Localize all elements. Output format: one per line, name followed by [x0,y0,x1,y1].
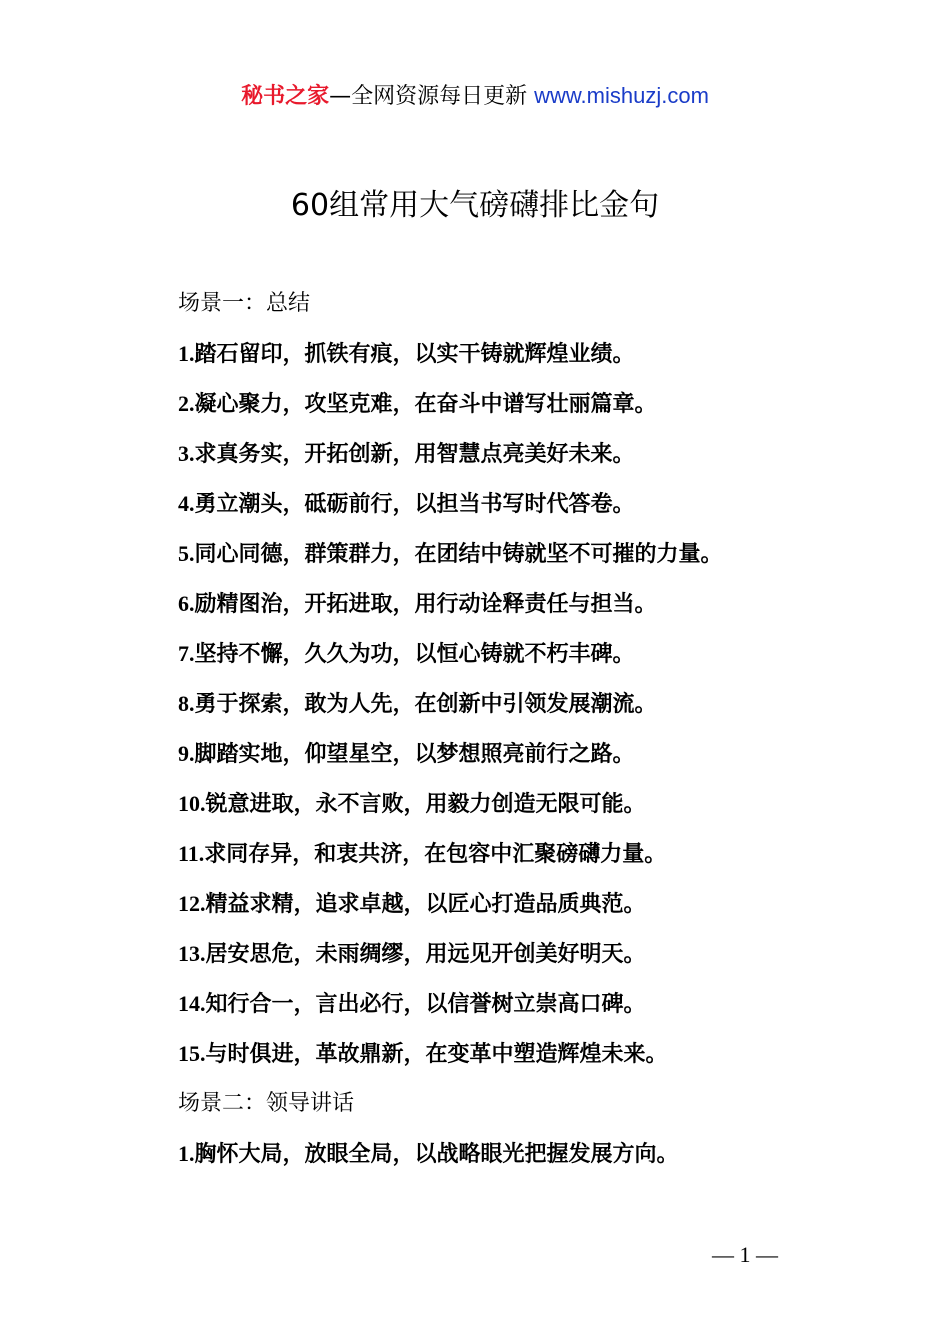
list-item [178,886,918,936]
list-item [178,936,918,986]
item-number: 7. [178,641,195,666]
section-heading: 场景二：领导讲话 [178,1091,355,1116]
item-number: 1. [178,341,195,366]
item-number: 8. [178,691,195,716]
list-item [178,486,918,536]
header-slogan: —全网资源每日更新 [329,84,535,109]
list-item [178,1036,918,1086]
brand-name: 秘书之家 [241,84,330,109]
list-item [178,836,918,886]
item-text: 凝心聚力，攻坚克难，在奋斗中谱写壮丽篇章。 [194,392,657,417]
list-item [178,1136,918,1186]
item-text: 求同存异，和衷共济，在包容中汇聚磅礴力量。 [204,842,667,867]
list-item [178,586,918,636]
item-number: 10. [178,791,206,816]
list-item [178,736,918,786]
item-number: 5. [178,541,195,566]
list-item [178,636,918,686]
item-text: 胸怀大局，放眼全局，以战略眼光把握发展方向。 [194,1142,679,1167]
item-number: 9. [178,741,195,766]
document-title: 60组常用大气磅礴排比金句 [290,188,660,223]
item-number: 6. [178,591,195,616]
list-item [178,686,918,736]
page-number: — 1 — [712,1242,778,1267]
section-heading: 场景一：总结 [178,291,311,316]
item-text: 同心同德，群策群力，在团结中铸就坚不可摧的力量。 [194,542,723,567]
item-text: 求真务实，开拓创新，用智慧点亮美好未来。 [194,442,635,467]
item-text: 勇于探索，敢为人先，在创新中引领发展潮流。 [194,692,657,717]
item-text: 知行合一，言出必行，以信誉树立崇高口碑。 [205,992,646,1017]
item-text: 与时俱进，革故鼎新，在变革中塑造辉煌未来。 [205,1042,668,1067]
item-text: 精益求精，追求卓越，以匠心打造品质典范。 [205,892,646,917]
item-number: 11. [178,841,205,866]
item-text: 励精图治，开拓进取，用行动诠释责任与担当。 [194,592,657,617]
item-number: 12. [178,891,206,916]
item-text: 踏石留印，抓铁有痕，以实干铸就辉煌业绩。 [194,342,635,367]
list-item [178,436,918,486]
item-text: 勇立潮头，砥砺前行，以担当书写时代答卷。 [194,492,635,517]
list-item [178,536,918,586]
item-number: 1. [178,1141,195,1166]
item-number: 2. [178,391,195,416]
item-text: 锐意进取，永不言败，用毅力创造无限可能。 [205,792,646,817]
document-body [178,286,918,1186]
list-item [178,786,918,836]
item-number: 14. [178,991,206,1016]
item-number: 13. [178,941,206,966]
site-header [0,80,950,113]
list-item [178,386,918,436]
item-number: 4. [178,491,195,516]
list-item [178,336,918,386]
item-text: 坚持不懈，久久为功，以恒心铸就不朽丰碑。 [194,642,635,667]
item-number: 15. [178,1041,206,1066]
site-url-link[interactable]: www.mishuzj.com [534,83,709,108]
list-item [178,986,918,1036]
item-number: 3. [178,441,195,466]
item-text: 居安思危，未雨绸缪，用远见开创美好明天。 [205,942,646,967]
item-text: 脚踏实地，仰望星空，以梦想照亮前行之路。 [194,742,635,767]
